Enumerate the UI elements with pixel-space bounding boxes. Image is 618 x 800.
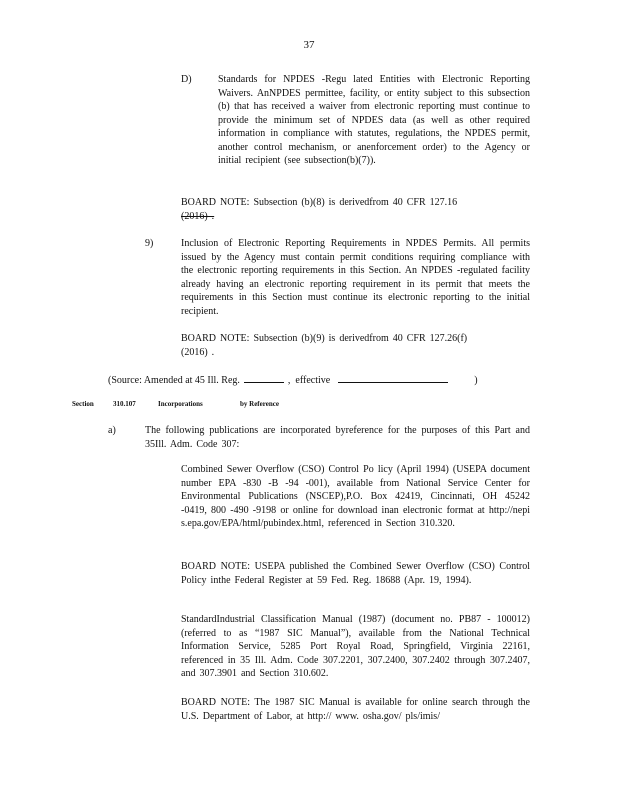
page-number: 37: [303, 39, 315, 51]
item-9-label: 9): [145, 238, 154, 249]
section-label: Section: [72, 400, 94, 408]
section-number: 310.107: [113, 400, 136, 408]
board-note-b9: [181, 332, 530, 359]
effective-date-blank: [338, 373, 448, 383]
source-prefix: (Source: Amended at 45 Ill. Reg.: [108, 375, 240, 386]
source-comma: ,: [287, 375, 291, 386]
source-note: [108, 373, 528, 387]
board-note-b9-text: BOARD NOTE: Subsection (b)(9) is derivedfrom 40 CFR 127.26(f): [181, 333, 468, 344]
item-a-text: The following publications are incorporated byreference for the purposes of this Part and 35Ill. Adm. Code 307:: [145, 425, 530, 450]
board-note-b8: [181, 196, 530, 223]
source-effective: effective: [295, 375, 331, 386]
publication-sic: StandardIndustrial Classification Manual (1987) (document no. PB87 - 100012) (referred to as “1987 SIC Manual”), available from the National Technical Information Service, 5285 Port Royal Road, Springfield, Virginia 22161, referenced in 35 Ill. Adm. Code 307.2201, 307.2400, 307.2402 through 307.2407, and 307.3901 and Section 310.602.: [181, 614, 530, 679]
board-note-cso: BOARD NOTE: USEPA published the Combined Sewer Overflow (CSO) Control Policy inthe Federal Register at 59 Fed. Reg. 18688 (Apr. 19, 1994).: [181, 561, 530, 586]
item-a-label: a): [108, 425, 116, 436]
item-9-text: Inclusion of Electronic Reporting Requirements in NPDES Permits. All permits issued by the Agency must contain permit conditions requiring compliance with the electronic reporting requirements in this Section. An NPDES -regulated facility already having an electronic reporting requirement in its permit that meets the requirements in this Section must continue its electronic reporting to the initial recipient.: [181, 238, 530, 317]
source-close: ): [474, 375, 478, 386]
board-note-sic: BOARD NOTE: The 1987 SIC Manual is available for online search through the U.S. Department of Labor, at http:// www. osha.gov/ pls/imis/: [181, 697, 530, 722]
item-d-label: D): [181, 74, 192, 85]
section-by-reference: by Reference: [240, 400, 279, 408]
board-note-b8-struck-year: (2016) .: [181, 210, 215, 222]
register-blank: [244, 373, 284, 383]
board-note-b8-text: BOARD NOTE: Subsection (b)(8) is derivedfrom 40 CFR 127.16: [181, 197, 458, 208]
publication-cso: Combined Sewer Overflow (CSO) Control Po licy (April 1994) (USEPA document number EPA -830 -B -94 -001), available from National Service Center for Environmental Publications (NSCEP),P.O. Box 42419, Cincinnati, OH 45242 -0419, 800 -490 -9198 or online for download inan electronic format at http://nepi s.epa.gov/EPA/html/pubindex.html, referenced in Section 310.320.: [181, 464, 530, 529]
section-title: Incorporations: [158, 400, 203, 408]
item-d-text: Standards for NPDES -Regu lated Entities with Electronic Reporting Waivers. AnNPDES permittee, facility, or entity subject to this subsection (b) that has received a waiver from electronic reporting must continue to provide the minimum set of NPDES data (as well as other required information in compliance with statutes, regulations, the NPDES permit, another control mechanism, or anenforcement order) to the Agency or initial recipient (see subsection(b)(7)).: [218, 74, 530, 166]
board-note-b9-year: (2016) .: [181, 346, 215, 358]
